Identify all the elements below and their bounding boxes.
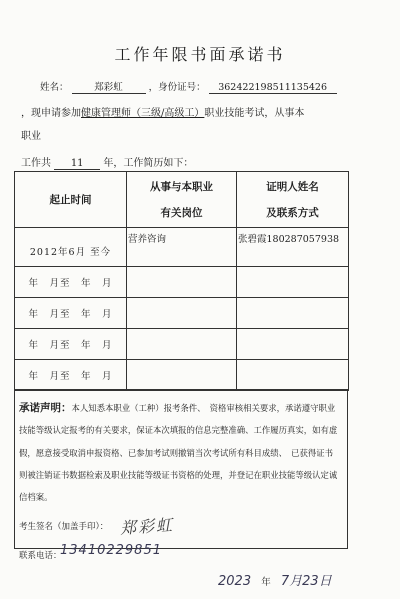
row-position	[127, 298, 237, 329]
row-witness	[237, 267, 349, 298]
sign-date	[218, 570, 332, 589]
date-year: 2023	[218, 574, 252, 589]
table-header-row	[15, 172, 349, 228]
row-period: 年 月至 年 月	[15, 329, 127, 360]
apply-prefix: ，现申请参加	[21, 108, 81, 119]
phone-label: 联系电话：	[19, 551, 62, 561]
row-position	[127, 360, 237, 391]
work-years-field: 11	[54, 158, 100, 170]
header-position	[127, 172, 237, 228]
application-line	[21, 104, 304, 119]
page-title: 工作年限书面承诺书	[114, 45, 286, 64]
row-witness	[237, 298, 349, 329]
name-label: 姓名：	[40, 82, 69, 93]
header-period: 起止时间	[15, 172, 127, 228]
row-witness	[237, 360, 349, 391]
signature-label: 考生签名（加盖手印）：	[19, 522, 109, 532]
table-row	[15, 267, 349, 298]
table-row	[15, 329, 349, 360]
identity-line	[40, 79, 337, 94]
row-witness: 张碧霞18028705793​8	[237, 228, 349, 267]
work-prefix: 工作共	[21, 158, 51, 169]
row-period: 年 月至 年 月	[15, 298, 127, 329]
row-period: 年 月至 年 月	[15, 267, 127, 298]
row-position: 营养咨询	[127, 228, 237, 267]
row-position	[127, 329, 237, 360]
exam-name: 健康管理师（三级/高级工）	[81, 108, 205, 119]
header-witness	[237, 172, 349, 228]
row-period: 2012年6月 至今	[15, 228, 127, 267]
work-history-table	[14, 171, 349, 391]
pledge-body: 本人知悉本职业（工种）报考条件、 资格审核相关要求，承诺遵守职业技能等级认定报考的有关要求，保证本次填报的信息完整准确、工作履历真实，如有虚假，愿意接受取消申报资格、已参加考试则撤销当次考试所有科目成绩、 已获得证书则被注销证书数据检索及职业技能等级证书资格的处理，并登记在职业技能等级认定诚信档案。	[19, 403, 338, 503]
apply-suffix: 职业技能考试，从事本	[204, 108, 305, 119]
row-witness	[237, 329, 349, 360]
id-number-field: 362422198511135426	[209, 82, 337, 94]
date-month-day: 7月23日	[280, 574, 332, 589]
header-witness-line1: 证明人姓名	[266, 180, 319, 193]
handwritten-signature: 郑彩虹	[119, 515, 175, 538]
table-row	[15, 360, 349, 391]
application-line-2: 职业	[21, 131, 41, 142]
header-position-line2: 有关岗位	[160, 206, 203, 219]
work-suffix: 年，工作简历如下：	[103, 158, 194, 169]
pledge-heading: 承诺声明：	[19, 402, 72, 414]
phone-number: 13410229851	[60, 543, 162, 558]
work-years-line	[21, 154, 193, 170]
table-row	[15, 228, 349, 267]
row-period: 年 月至 年 月	[15, 360, 127, 391]
table-row	[15, 298, 349, 329]
row-position	[127, 267, 237, 298]
date-year-unit: 年	[261, 577, 271, 588]
header-witness-line2: 及联系方式	[266, 206, 319, 219]
pledge-statement	[19, 397, 341, 508]
header-position-line1: 从事与本职业	[150, 180, 213, 193]
name-field: 郑彩虹	[72, 79, 146, 94]
id-label: ，身份证号：	[148, 82, 206, 93]
